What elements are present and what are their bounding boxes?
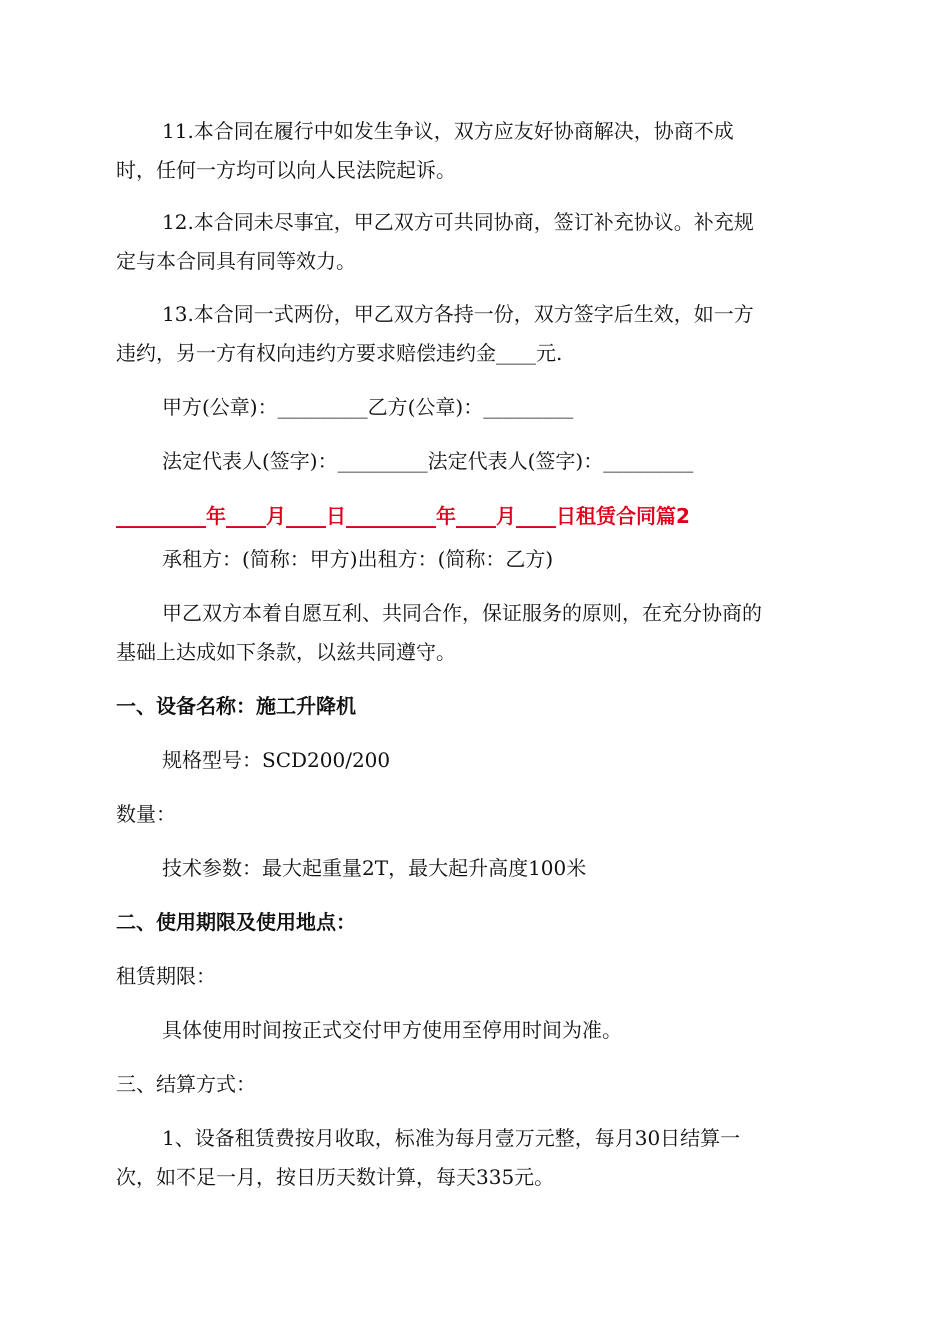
- clause-12-line-1: 12.本合同未尽事宜，甲乙双方可共同协商，签订补充协议。补充规: [162, 210, 754, 234]
- spec-model-line: 规格型号：SCD200/200: [162, 748, 391, 772]
- clause-13-line-1: 13.本合同一式两份，甲乙双方各持一份，双方签字后生效，如一方: [162, 302, 754, 326]
- seal-signature-line: 甲方(公章)：_________乙方(公章)：_________: [162, 395, 574, 419]
- preamble-line-2: 基础上达成如下条款，以兹共同遵守。: [116, 640, 456, 664]
- heading-period-location: 二、使用期限及使用地点：: [116, 910, 356, 934]
- lease-period-label: 租赁期限：: [116, 964, 216, 988]
- settlement-item-1-line-2: 次，如不足一月，按日历天数计算，每天335元。: [116, 1165, 555, 1189]
- parties-line: 承租方：(简称：甲方)出租方：(简称：乙方): [162, 547, 554, 571]
- clause-12-line-2: 定与本合同具有同等效力。: [116, 249, 356, 273]
- heading-settlement: 三、结算方式：: [116, 1072, 256, 1096]
- legal-representative-line: 法定代表人(签字)：_________法定代表人(签字)：_________: [162, 449, 694, 473]
- heading-equipment-name: 一、设备名称：施工升降机: [116, 694, 356, 718]
- clause-13-line-2: 违约，另一方有权向违约方要求赔偿违约金____元.: [116, 341, 563, 365]
- clause-11-line-2: 时，任何一方均可以向人民法院起诉。: [116, 158, 456, 182]
- settlement-item-1-line-1: 1、设备租赁费按月收取，标准为每月壹万元整，每月30日结算一: [162, 1126, 741, 1150]
- usage-time-line: 具体使用时间按正式交付甲方使用至停用时间为准。: [162, 1018, 622, 1042]
- section-heading-contract-2: _________年____月____日_________年____月____日租赁合同篇2: [116, 504, 690, 528]
- clause-11-line-1: 11.本合同在履行中如发生争议，双方应友好协商解决，协商不成: [162, 119, 734, 143]
- quantity-line: 数量：: [116, 802, 176, 826]
- preamble-line-1: 甲乙双方本着自愿互利、共同合作，保证服务的原则，在充分协商的: [162, 601, 762, 625]
- tech-params-line: 技术参数：最大起重量2T，最大起升高度100米: [162, 856, 587, 880]
